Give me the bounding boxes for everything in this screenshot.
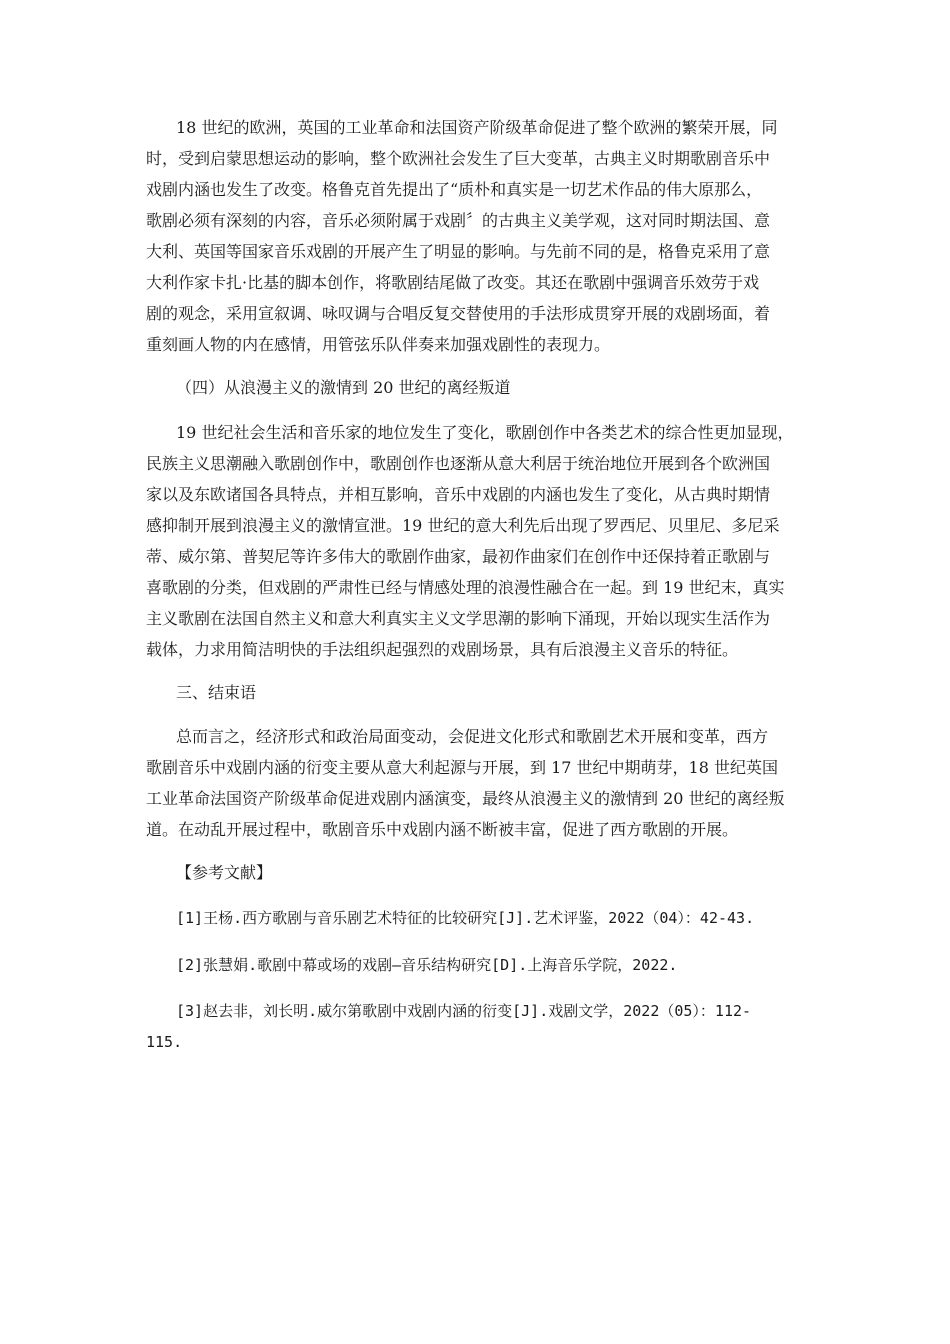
paragraph-line: 歌剧必须有深刻的内容，音乐必须附属于戏剧〞的古典主义美学观，这对同时期法国、意 — [146, 211, 771, 230]
section-heading: （四）从浪漫主义的激情到 20 世纪的离经叛道 — [176, 378, 511, 397]
paragraph-line: 道。在动乱开展过程中，歌剧音乐中戏剧内涵不断被丰富，促进了西方歌剧的开展。 — [146, 820, 739, 839]
paragraph-line: 载体，力求用简洁明快的手法组织起强烈的戏剧场景，具有后浪漫主义音乐的特征。 — [146, 640, 739, 659]
paragraph-line: 戏剧内涵也发生了改变。格鲁克首先提出了“质朴和真实是一切艺术作品的伟大原那么， — [146, 180, 763, 199]
paragraph-line: 总而言之，经济形式和政治局面变动，会促进文化形式和歌剧艺术开展和变革，西方 — [176, 727, 769, 746]
paragraph-line: 19 世纪社会生活和音乐家的地位发生了变化，歌剧创作中各类艺术的综合性更加显现， — [176, 423, 794, 442]
reference-item: [1]王杨.西方歌剧与音乐剧艺术特征的比较研究[J].艺术评鉴，2022（04）：42-43. — [176, 909, 755, 927]
paragraph-line: 时，受到启蒙思想运动的影响，整个欧洲社会发生了巨大变革，古典主义时期歌剧音乐中 — [146, 149, 771, 168]
paragraph-line: 喜歌剧的分类，但戏剧的严肃性已经与情感处理的浪漫性融合在一起。到 19 世纪末，真实 — [146, 578, 785, 597]
paragraph-line: 民族主义思潮融入歌剧创作中，歌剧创作也逐渐从意大利居于统治地位开展到各个欧洲国 — [146, 454, 771, 473]
paragraph-line: 重刻画人物的内在感情，用管弦乐队伴奏来加强戏剧性的表现力。 — [146, 335, 611, 354]
references-heading: 【参考文献】 — [176, 863, 273, 882]
paragraph-line: 家以及东欧诸国各具特点，并相互影响，音乐中戏剧的内涵也发生了变化，从古典时期情 — [146, 485, 771, 504]
conclusion-heading: 三、结束语 — [176, 683, 257, 702]
reference-item: [2]张慧娟.歌剧中幕或场的戏剧—音乐结构研究[D].上海音乐学院，2022. — [176, 956, 678, 974]
paragraph-line: 感抑制开展到浪漫主义的激情宣泄。19 世纪的意大利先后出现了罗西尼、贝里尼、多尼采 — [146, 516, 780, 535]
paragraph-line: 歌剧音乐中戏剧内涵的衍变主要从意大利起源与开展，到 17 世纪中期萌芽，18 世纪英国 — [146, 758, 778, 777]
reference-item: [3]赵去非，刘长明.威尔第歌剧中戏剧内涵的衍变[J].戏剧文学，2022（05）：112- — [176, 1002, 752, 1020]
paragraph-line: 大利作家卡扎·比基的脚本创作，将歌剧结尾做了改变。其还在歌剧中强调音乐效劳于戏 — [146, 273, 760, 292]
paragraph-line: 工业革命法国资产阶级革命促进戏剧内涵演变，最终从浪漫主义的激情到 20 世纪的离经叛 — [146, 789, 785, 808]
paragraph-line: 18 世纪的欧洲，英国的工业革命和法国资产阶级革命促进了整个欧洲的繁荣开展，同 — [176, 118, 778, 137]
paragraph-line: 剧的观念，采用宣叙调、咏叹调与合唱反复交替使用的手法形成贯穿开展的戏剧场面，着 — [146, 304, 771, 323]
paragraph-line: 主义歌剧在法国自然主义和意大利真实主义文学思潮的影响下涌现，开始以现实生活作为 — [146, 609, 771, 628]
paragraph-line: 蒂、威尔第、普契尼等许多伟大的歌剧作曲家，最初作曲家们在创作中还保持着正歌剧与 — [146, 547, 771, 566]
paragraph-line: 大利、英国等国家音乐戏剧的开展产生了明显的影响。与先前不同的是，格鲁克采用了意 — [146, 242, 771, 261]
reference-item-continuation: 115. — [146, 1033, 183, 1051]
